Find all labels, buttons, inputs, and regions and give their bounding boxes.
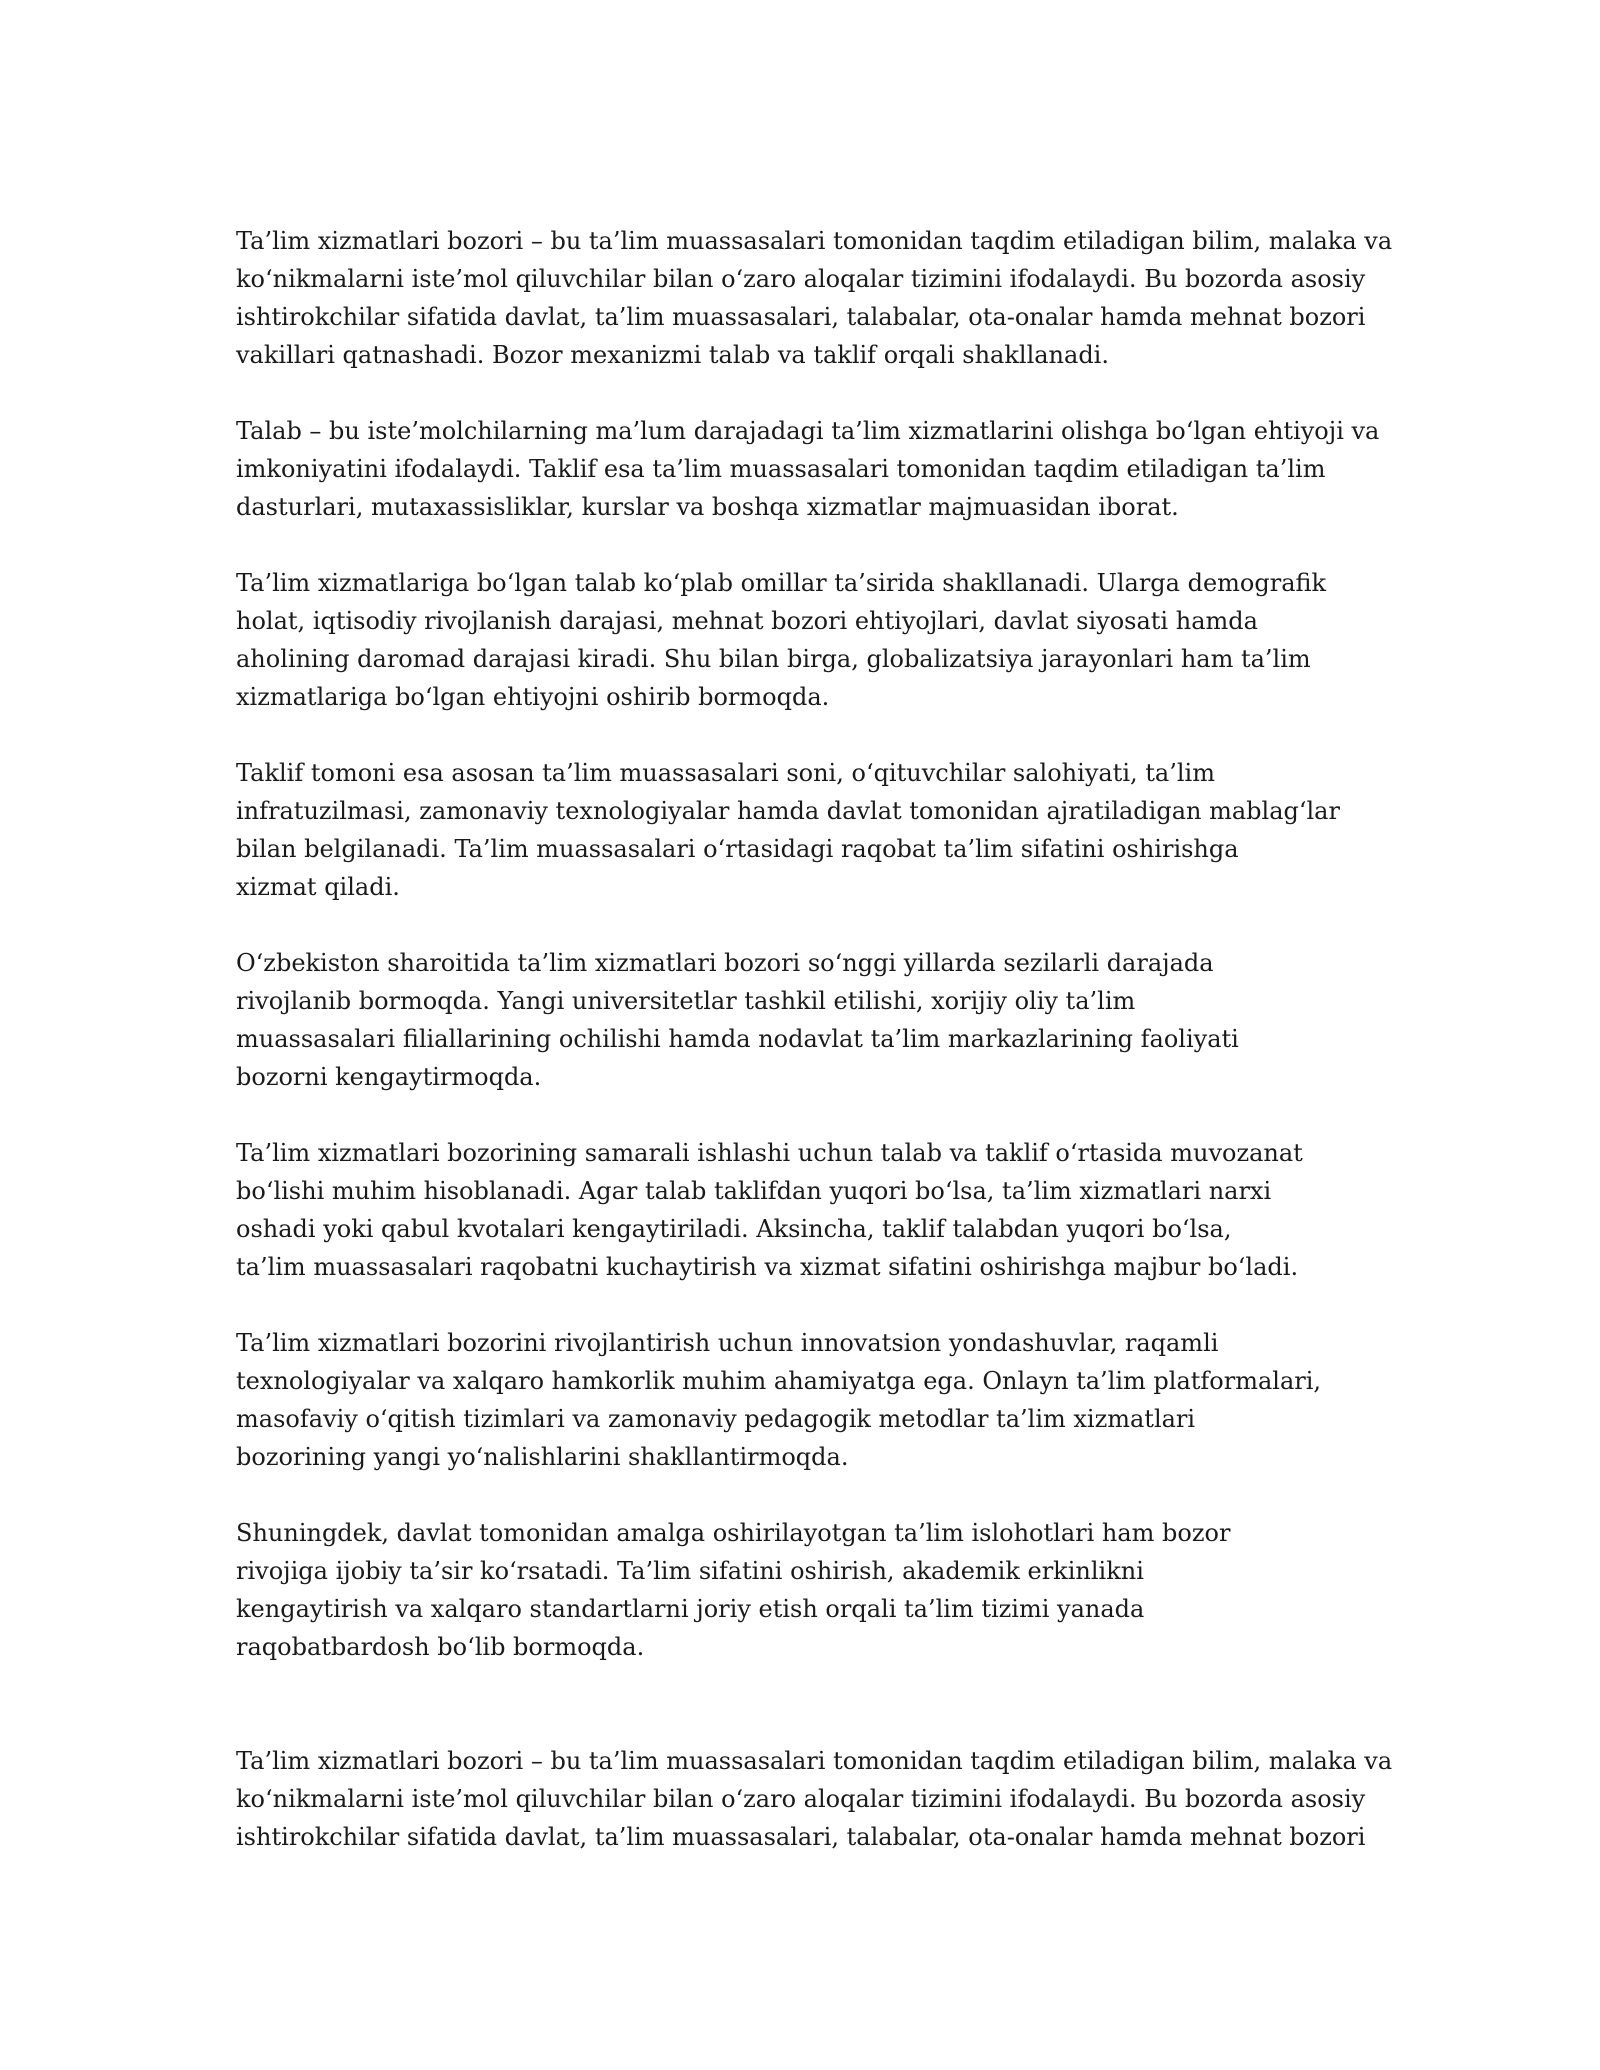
- text-line: aholining daromad darajasi kiradi. Shu bilan birga, globalizatsiya jarayonlari ham ta’lim: [236, 645, 1311, 673]
- text-line: holat, iqtisodiy rivojlanish darajasi, mehnat bozori ehtiyojlari, davlat siyosati hamda: [236, 607, 1258, 635]
- paragraph-6: [236, 1134, 1416, 1286]
- paragraph-2: [236, 412, 1416, 526]
- text-line: O‘zbekiston sharoitida ta’lim xizmatlari bozori so‘nggi yillarda sezilarli darajada: [236, 949, 1214, 977]
- text-line: infratuzilmasi, zamonaviy texnologiyalar hamda davlat tomonidan ajratiladigan mablag‘lar: [236, 797, 1340, 825]
- text-line: Ta’lim xizmatlari bozorining samarali ishlashi uchun talab va taklif o‘rtasida muvozanat: [236, 1139, 1303, 1167]
- text-line: xizmatlariga bo‘lgan ehtiyojni oshirib bormoqda.: [236, 683, 830, 711]
- text-line: xizmat qiladi.: [236, 873, 400, 901]
- text-line: Taklif tomoni esa asosan ta’lim muassasalari soni, o‘qituvchilar salohiyati, ta’lim: [236, 759, 1215, 787]
- text-line: dasturlari, mutaxassisliklar, kurslar va boshqa xizmatlar majmuasidan iborat.: [236, 493, 1179, 521]
- text-line: Shuningdek, davlat tomonidan amalga oshirilayotgan ta’lim islohotlari ham bozor: [236, 1519, 1231, 1547]
- text-line: raqobatbardosh bo‘lib bormoqda.: [236, 1633, 645, 1661]
- text-line: imkoniyatini ifodalaydi. Taklif esa ta’lim muassasalari tomonidan taqdim etiladigan ta’lim: [236, 455, 1326, 483]
- text-line: bozorining yangi yo‘nalishlarini shakllantirmoqda.: [236, 1443, 849, 1471]
- text-line: ko‘nikmalarni iste’mol qiluvchilar bilan o‘zaro aloqalar tizimini ifodalaydi. Bu bozorda asosiy: [236, 265, 1366, 293]
- paragraph-8: [236, 1514, 1416, 1666]
- text-line: ta’lim muassasalari raqobatni kuchaytirish va xizmat sifatini oshirishga majbur bo‘ladi.: [236, 1253, 1299, 1281]
- text-line: Ta’lim xizmatlariga bo‘lgan talab ko‘plab omillar ta’sirida shakllanadi. Ularga demografik: [236, 569, 1327, 597]
- document-body: [236, 222, 1416, 1894]
- text-line: oshadi yoki qabul kvotalari kengaytiriladi. Aksincha, taklif talabdan yuqori bo‘lsa,: [236, 1215, 1232, 1243]
- text-line: rivojiga ijobiy ta’sir ko‘rsatadi. Ta’lim sifatini oshirish, akademik erkinlikni: [236, 1557, 1144, 1585]
- paragraph-1: [236, 222, 1416, 374]
- text-line: Talab – bu iste’molchilarning ma’lum darajadagi ta’lim xizmatlarini olishga bo‘lgan ehtiyoji va: [236, 417, 1380, 445]
- paragraph-9: [236, 1742, 1416, 1856]
- text-line: rivojlanib bormoqda. Yangi universitetlar tashkil etilishi, xorijiy oliy ta’lim: [236, 987, 1136, 1015]
- paragraph-4: [236, 754, 1416, 906]
- text-line: ishtirokchilar sifatida davlat, ta’lim muassasalari, talabalar, ota-onalar hamda mehnat bozori: [236, 303, 1366, 331]
- text-line: bilan belgilanadi. Ta’lim muassasalari o‘rtasidagi raqobat ta’lim sifatini oshirishga: [236, 835, 1239, 863]
- text-line: bo‘lishi muhim hisoblanadi. Agar talab taklifdan yuqori bo‘lsa, ta’lim xizmatlari narxi: [236, 1177, 1272, 1205]
- text-line: Ta’lim xizmatlari bozorini rivojlantirish uchun innovatsion yondashuvlar, raqamli: [236, 1329, 1219, 1357]
- text-line: ishtirokchilar sifatida davlat, ta’lim muassasalari, talabalar, ota-onalar hamda mehnat bozori: [236, 1823, 1366, 1851]
- text-line: masofaviy o‘qitish tizimlari va zamonaviy pedagogik metodlar ta’lim xizmatlari: [236, 1405, 1196, 1433]
- text-line: vakillari qatnashadi. Bozor mexanizmi talab va taklif orqali shakllanadi.: [236, 341, 1109, 369]
- paragraph-5: [236, 944, 1416, 1096]
- text-line: Ta’lim xizmatlari bozori – bu ta’lim muassasalari tomonidan taqdim etiladigan bilim, malaka va: [236, 1747, 1393, 1775]
- paragraph-3: [236, 564, 1416, 716]
- text-line: ko‘nikmalarni iste’mol qiluvchilar bilan o‘zaro aloqalar tizimini ifodalaydi. Bu bozorda asosiy: [236, 1785, 1366, 1813]
- paragraph-7: [236, 1324, 1416, 1476]
- text-line: Ta’lim xizmatlari bozori – bu ta’lim muassasalari tomonidan taqdim etiladigan bilim, malaka va: [236, 227, 1393, 255]
- text-line: bozorni kengaytirmoqda.: [236, 1063, 542, 1091]
- text-line: muassasalari filiallarining ochilishi hamda nodavlat ta’lim markazlarining faoliyati: [236, 1025, 1239, 1053]
- text-line: texnologiyalar va xalqaro hamkorlik muhim ahamiyatga ega. Onlayn ta’lim platformalari,: [236, 1367, 1322, 1395]
- text-line: kengaytirish va xalqaro standartlarni joriy etish orqali ta’lim tizimi yanada: [236, 1595, 1145, 1623]
